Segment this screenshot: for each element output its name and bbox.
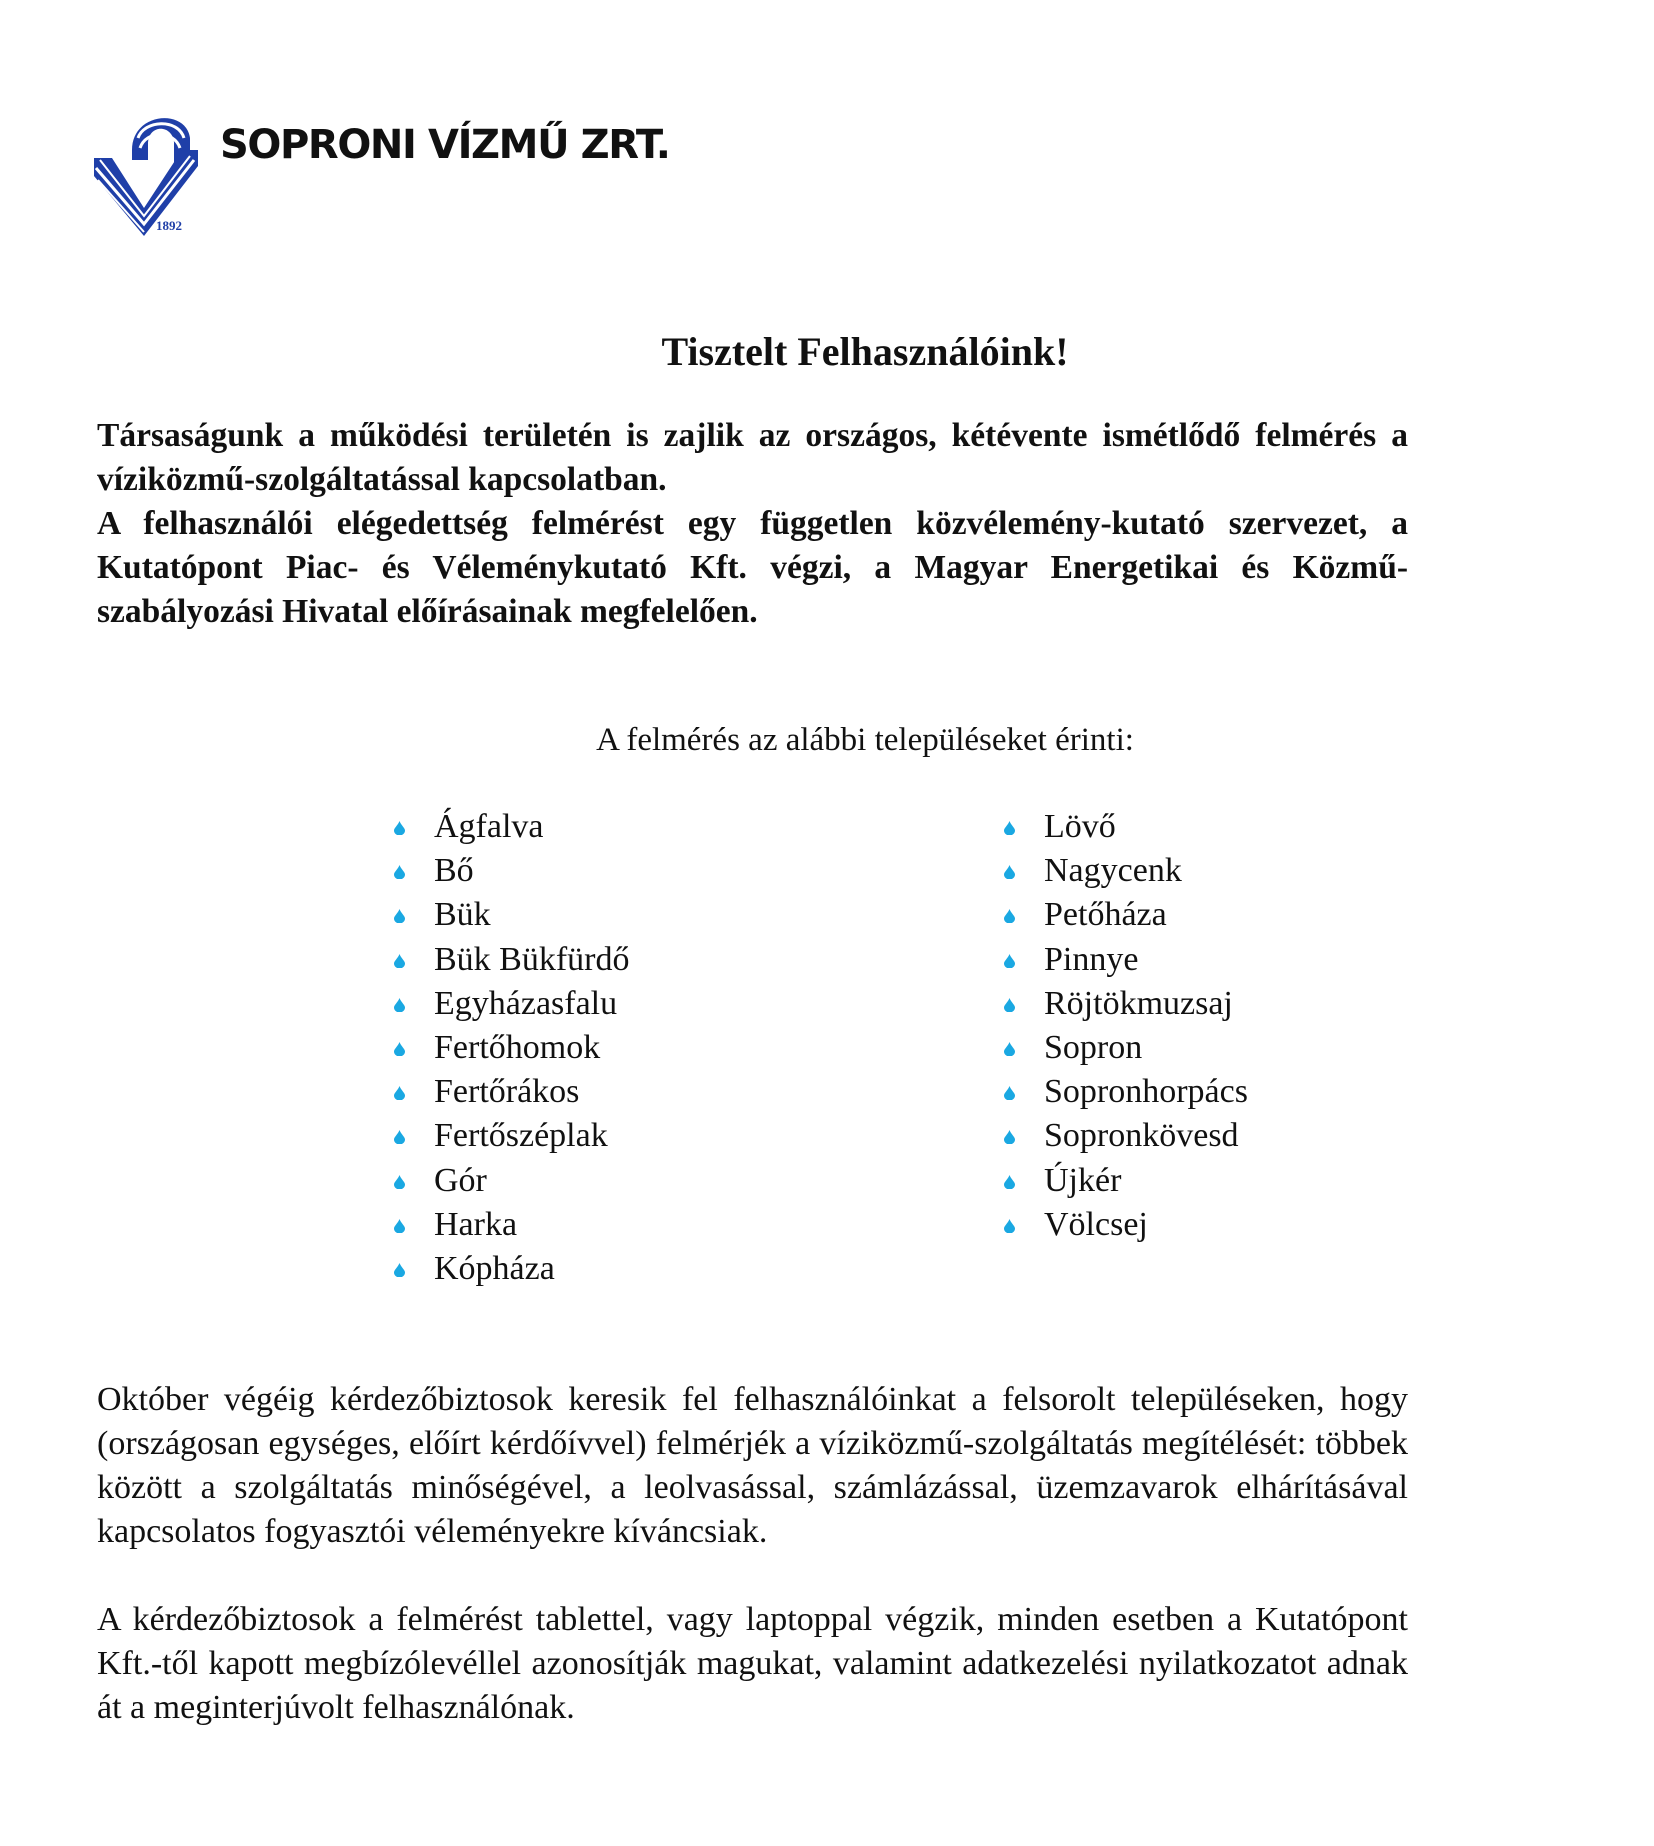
water-works-logo-icon (94, 98, 198, 236)
list-item: Fertőhomok (394, 1026, 630, 1070)
water-drop-icon (394, 1263, 405, 1277)
water-drop-icon (394, 1042, 405, 1056)
water-drop-icon (394, 954, 405, 968)
body-paragraph-survey-info: Október végéig kérdezőbiztosok keresik fel felhasználóinkat a felsorolt településeken, hogy (országosan egységes, előírt kérdőívvel) felmérjék a víziközmű-szolgáltatás megítélését: többek között a szolgáltatás minőségével, a leolvasással, számlázással, üzemzavarok elhárításával kapcsolatos fogyasztói véleményekre kíváncsiak. (97, 1381, 1408, 1550)
water-drop-icon (1004, 865, 1015, 879)
water-drop-icon (394, 1219, 405, 1233)
svg-text:1892: 1892 (156, 218, 182, 233)
settlements-list-right (1004, 805, 1248, 1247)
list-item: Sopronhorpács (1004, 1070, 1248, 1114)
list-item: Nagycenk (1004, 849, 1248, 893)
list-item: Sopron (1004, 1026, 1248, 1070)
list-item: Pinnye (1004, 938, 1248, 982)
water-drop-icon (394, 1130, 405, 1144)
water-drop-icon (394, 821, 405, 835)
water-drop-icon (1004, 909, 1015, 923)
list-item: Újkér (1004, 1159, 1248, 1203)
list-item: Petőháza (1004, 893, 1248, 937)
water-drop-icon (394, 1175, 405, 1189)
company-logo (94, 98, 198, 236)
body-paragraph-interviewers: A kérdezőbiztosok a felmérést tablettel, vagy laptoppal végzik, minden esetben a Kutatópont Kft.-től kapott megbízólevéllel azonosítják magukat, valamint adatkezelési nyilatkozatot adnak át a meginterjúvolt felhasználónak. (97, 1601, 1408, 1726)
water-drop-icon (394, 998, 405, 1012)
list-item: Fertőrákos (394, 1070, 630, 1114)
intro-paragraph: A felhasználói elégedettség felmérést egy független közvélemény-kutató szervezet, a Kutatópont Piac- és Véleménykutató Kft. végzi, a Magyar Energetikai és Közmű-szabályozási Hivatal előírásainak megfelelően. (97, 505, 1408, 630)
water-drop-icon (394, 909, 405, 923)
list-item: Sopronkövesd (1004, 1114, 1248, 1158)
list-item: Kópháza (394, 1247, 630, 1291)
list-item: Egyházasfalu (394, 982, 630, 1026)
list-item: Völcsej (1004, 1203, 1248, 1247)
list-item: Lövő (1004, 805, 1248, 849)
list-item: Gór (394, 1159, 630, 1203)
list-item: Ágfalva (394, 805, 630, 849)
water-drop-icon (1004, 954, 1015, 968)
list-item: Bő (394, 849, 630, 893)
settlements-list-left (394, 805, 630, 1291)
intro-paragraph: Társaságunk a működési területén is zajlik az országos, kétévente ismétlődő felmérés a víziközmű-szolgáltatással kapcsolatban. (97, 417, 1408, 498)
list-item: Röjtökmuzsaj (1004, 982, 1248, 1026)
water-drop-icon (1004, 1175, 1015, 1189)
list-item: Bük Bükfürdő (394, 938, 630, 982)
water-drop-icon (1004, 821, 1015, 835)
company-name: SOPRONI VÍZMŰ ZRT. (220, 122, 670, 168)
water-drop-icon (1004, 998, 1015, 1012)
water-drop-icon (1004, 1219, 1015, 1233)
water-drop-icon (1004, 1130, 1015, 1144)
water-drop-icon (394, 865, 405, 879)
water-drop-icon (1004, 1086, 1015, 1100)
water-drop-icon (394, 1086, 405, 1100)
list-item: Harka (394, 1203, 630, 1247)
list-item: Fertőszéplak (394, 1114, 630, 1158)
settlements-intro: A felmérés az alábbi településeket érinti: (596, 722, 1134, 758)
list-item: Bük (394, 893, 630, 937)
intro-text (97, 414, 1408, 634)
letter-title: Tisztelt Felhasználóink! (661, 329, 1069, 374)
water-drop-icon (1004, 1042, 1015, 1056)
